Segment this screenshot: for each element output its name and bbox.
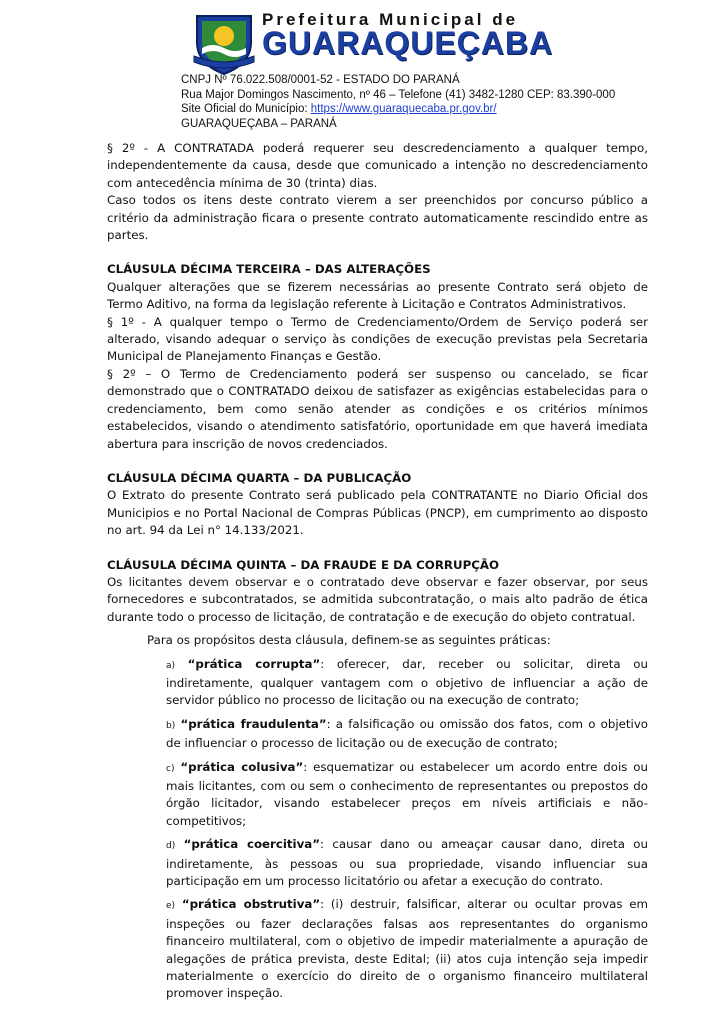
list-item-text: : (i) destruir, falsificar, alterar ou ocultar provas em inspeções ou fazer declarações falsas aos representantes do organismo financeiro multilateral, com o objetivo de impedir materialmente a apuração de alegações de prática prevista, deste Edital; (ii) atos cuja intenção seja impedir materialmente o exercício do direito de o organismo financeiro multilateral promover inspeção.	[166, 897, 649, 1001]
list-item-text: : esquematizar ou estabelecer um acordo entre dois ou mais licitantes, com ou sem o conhecimento de representantes ou prepostos do órgão licitador, visando estabelecer preços em níveis artificiais e não-competitivos;	[166, 759, 649, 828]
clause-14-heading: CLÁUSULA DÉCIMA QUARTA – DA PUBLICAÇÃO	[107, 470, 412, 485]
paragraph-rescisao: Caso todos os itens deste contrato vierem a ser preenchidos por concurso público a critério da administração ficara o presente contrato automaticamente rescindido entre as partes.	[107, 193, 648, 243]
list-item-text: : oferecer, dar, receber ou solicitar, direta ou indiretamente, qualquer vantagem com o objetivo de influenciar a ação de servidor público no processo de licitação ou na execução de contrato;	[166, 656, 648, 708]
list-item-term: “prática colusiva”	[180, 759, 304, 774]
paragraph-termo-aditivo: Qualquer alterações que se fizerem necessárias ao presente Contrato será objeto de Termo Aditivo, na forma da legislação referente à Licitação e Contratos Administrativos.	[107, 279, 648, 312]
paragraph-etica: Os licitantes devem observar e o contratado deve observar e fazer observar, por seus fornecedores e subcontratados, se admitida subcontratação, o mais alto padrão de ética durante todo o processo de licitação, de contratação e de execução do objeto contratual.	[107, 574, 648, 624]
cnpj-line: CNPJ Nº 76.022.508/0001-52 - ESTADO DO PARANÁ	[181, 74, 460, 86]
paragraph-descredenciamento: § 2º - A CONTRATADA poderá requerer seu descredenciamento a qualquer tempo, independentemente da causa, desde que comunicado a intenção no descredenciamento com antecedência mínima de 30 (trinta) dias.	[107, 141, 648, 190]
list-item-letter: c)	[166, 763, 175, 774]
site-line	[181, 102, 615, 117]
list-item-letter: a)	[166, 660, 176, 671]
municipal-crest-icon	[191, 12, 257, 76]
document-body	[107, 140, 648, 1003]
paragraph-alteracao: § 1º - A qualquer tempo o Termo de Credenciamento/Ordem de Serviço poderá ser alterado, visando adequar o serviço às condições de execução previstas pela Secretaria Municipal de Planejamento Finanças e Gestão.	[107, 314, 648, 364]
list-item-term: “prática obstrutiva”	[181, 897, 321, 912]
list-item-pratica-obstrutiva	[166, 896, 648, 1002]
address-line: Rua Major Domingos Nascimento, nº 46 – Telefone (41) 3482-1280 CEP: 83.390-000	[181, 88, 616, 101]
list-item-pratica-corrupta	[166, 656, 648, 710]
list-item-term: “prática corrupta”	[187, 656, 321, 671]
list-item-term: “prática coercitiva”	[183, 837, 320, 852]
paragraph-praticas-intro: Para os propósitos desta cláusula, definem-se as seguintes práticas:	[147, 633, 551, 648]
city-line: GUARAQUEÇABA – PARANÁ	[181, 117, 337, 130]
list-item-term: “prática fraudulenta”	[180, 716, 327, 731]
list-item-pratica-fraudulenta	[166, 716, 648, 753]
site-label: Site Oficial do Município:	[181, 103, 311, 115]
municipality-name: GUARAQUEÇABA	[262, 25, 554, 61]
municipality-line: Prefeitura Municipal de	[262, 10, 519, 29]
paragraph-publicacao: O Extrato do presente Contrato será publicado pela CONTRATANTE no Diario Oficial dos Municipios e no Portal Nacional de Compras Públicas (PNCP), em cumprimento ao disposto no art. 94 da Lei n° 14.133/2021.	[107, 488, 648, 538]
list-item-letter: b)	[166, 720, 176, 731]
paragraph-suspensao: § 2º – O Termo de Credenciamento poderá ser suspenso ou cancelado, se ficar demonstrado que o CONTRATADO deixou de satisfazer as exigências estabelecidas para o credenciamento, bem como senão atender as condições e os critérios mínimos estabelecidos, visando o atendimento satisfatório, oportunidade em que haverá imediata abertura para inscrição de novos credenciados.	[107, 366, 648, 451]
list-item-letter: d)	[166, 841, 176, 852]
clause-15-heading: CLÁUSULA DÉCIMA QUINTA – DA FRAUDE E DA CORRUPÇÃO	[107, 557, 500, 572]
list-item-text: : a falsificação ou omissão dos fatos, com o objetivo de influenciar o processo de licitação ou de execução de contrato;	[166, 716, 649, 751]
clause-13-heading: CLÁUSULA DÉCIMA TERCEIRA – DAS ALTERAÇÕES	[107, 262, 431, 277]
list-item-text: : causar dano ou ameaçar causar dano, direta ou indiretamente, às pessoas ou sua propriedade, visando influenciar sua participação em um processo licitatório ou afetar a execução do contrato.	[166, 837, 648, 889]
list-item-pratica-colusiva	[166, 759, 648, 831]
site-link[interactable]: https://www.guaraquecaba.pr.gov.br/	[310, 103, 497, 115]
letterhead-contact	[181, 73, 615, 131]
list-item-letter: e)	[166, 901, 176, 912]
list-item-pratica-coercitiva	[166, 836, 648, 890]
